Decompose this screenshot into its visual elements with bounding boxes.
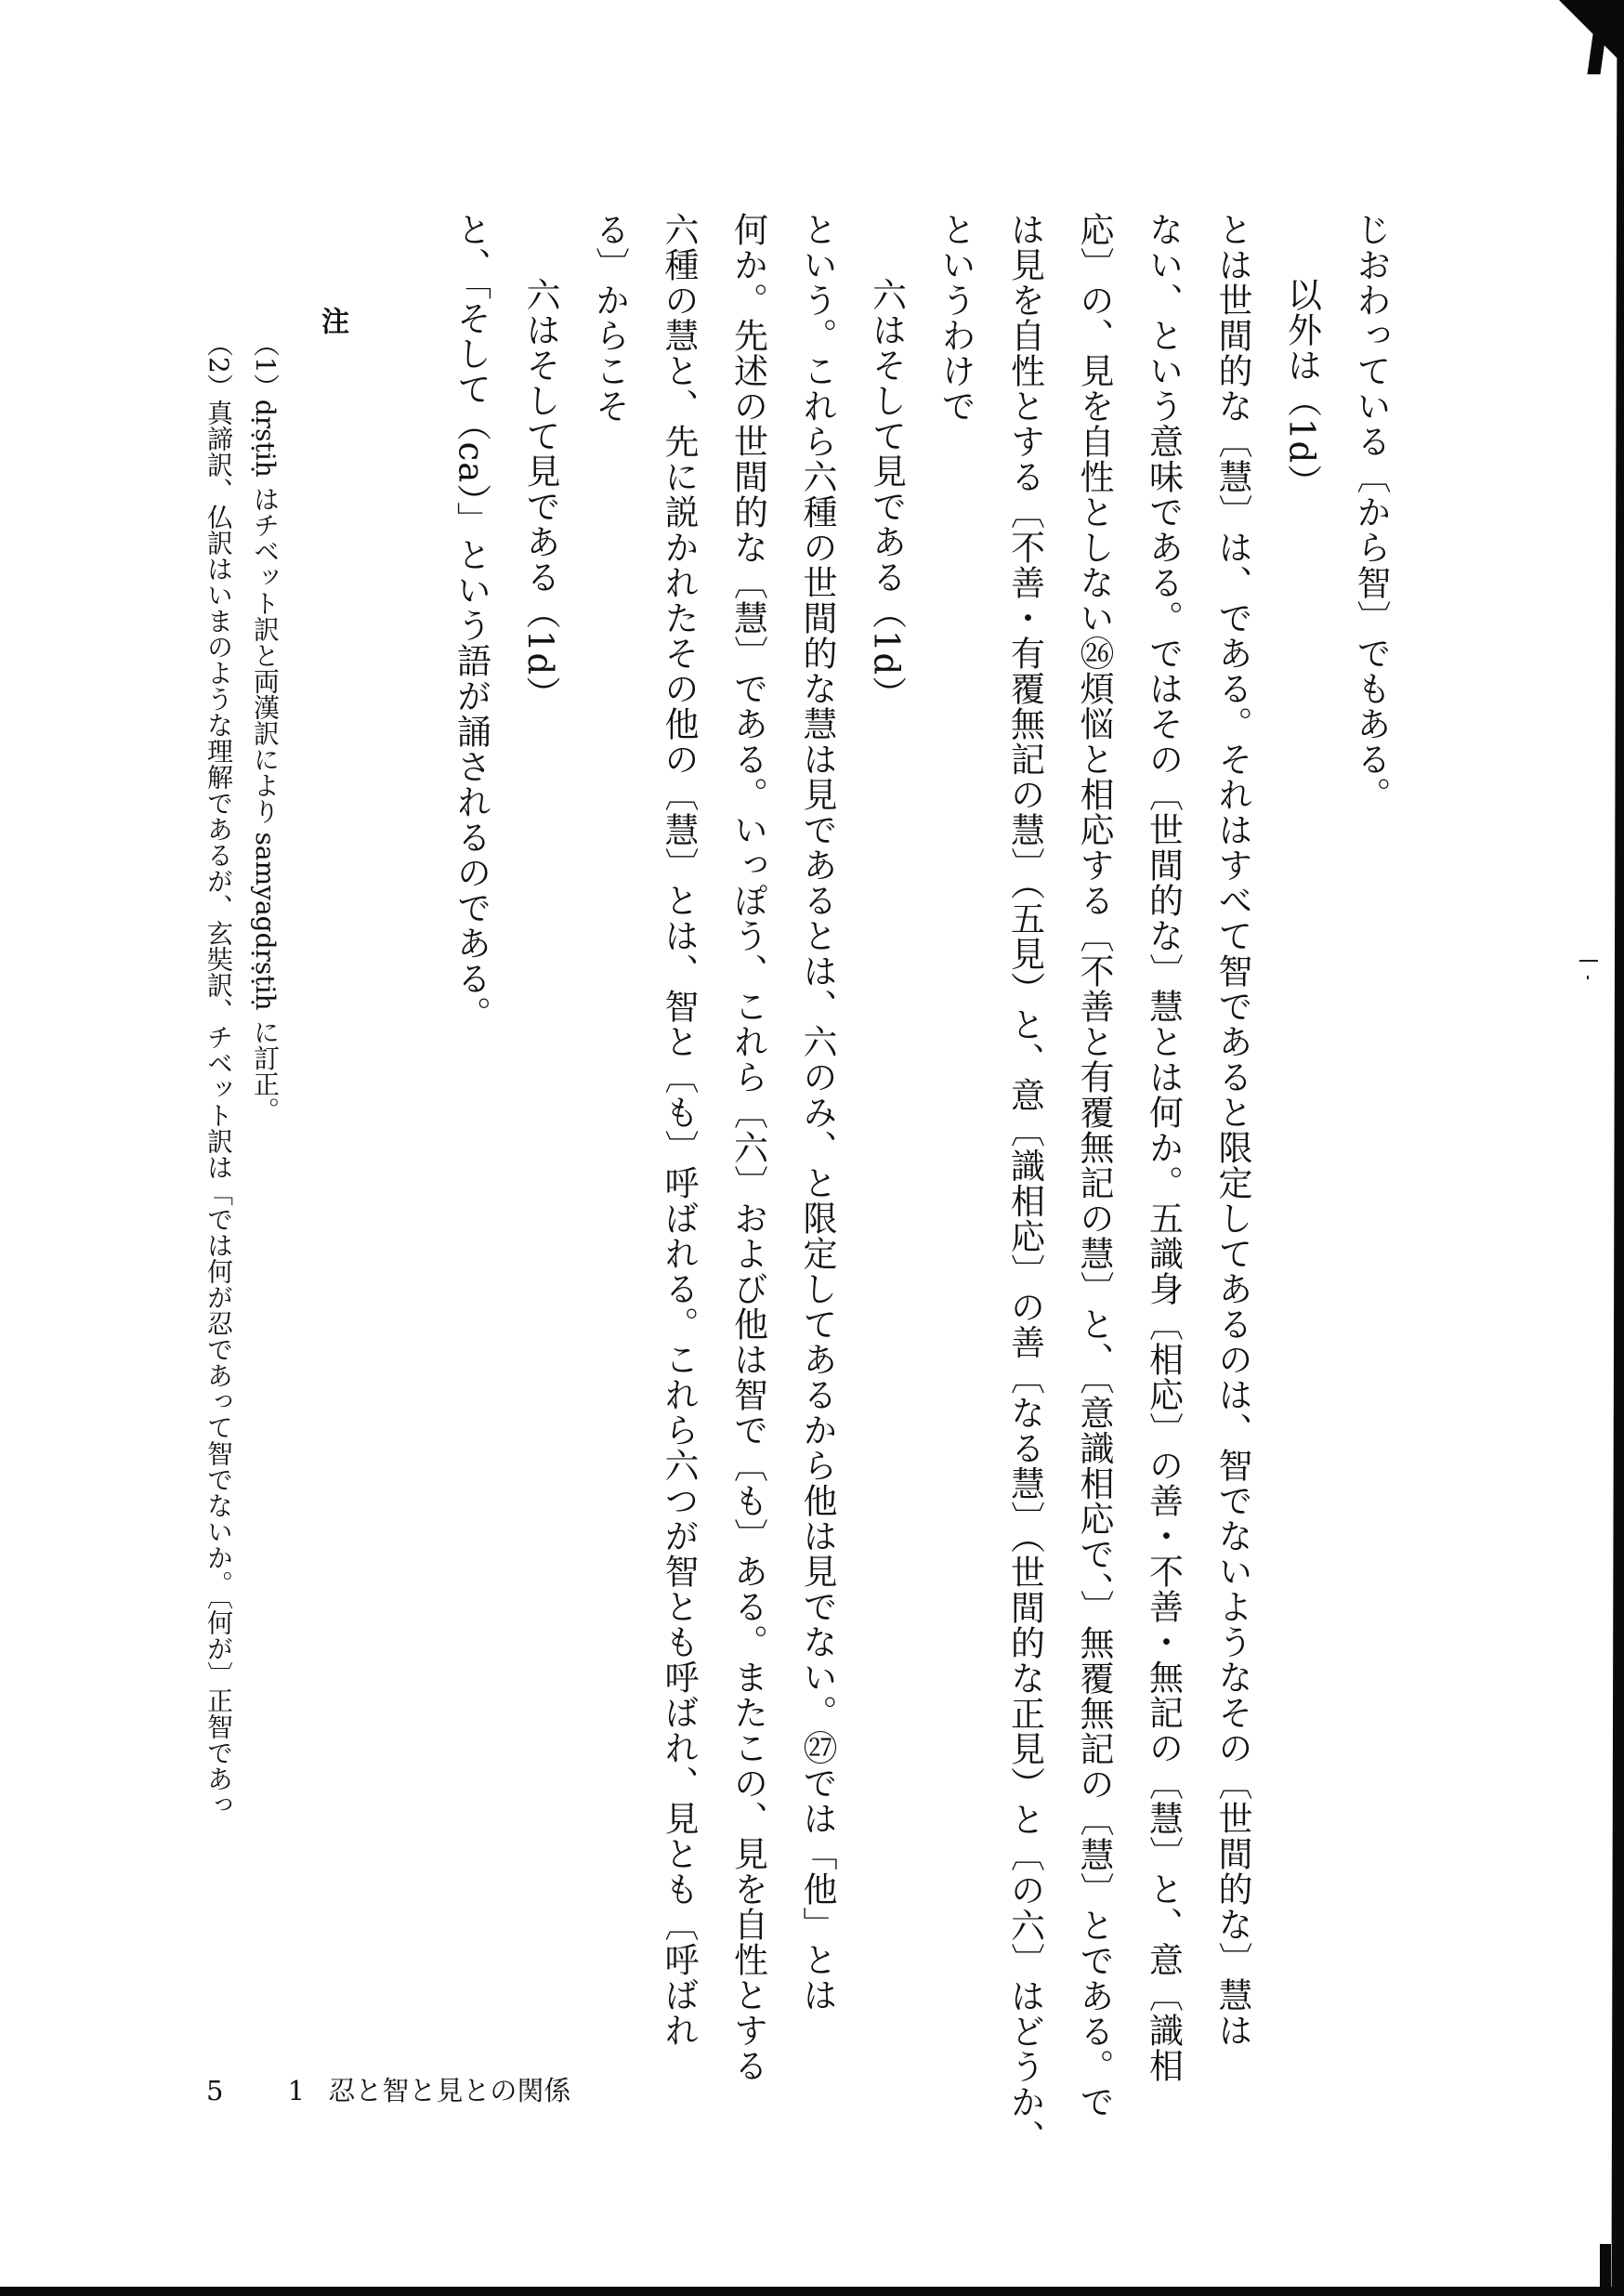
body-line: 何か。先述の世間的な〔慧〕である。いっぽう、これら〔六〕および他は智で〔も〕ある。またこの、見を自性とする [727,212,768,2083]
chapter-number: 1 [287,2075,306,2106]
body-line: という。これら六種の世間的な慧は見であるとは、六のみ、と限定してあるから他は見でない。㉗では「他」とは [797,212,837,2013]
notes-heading: 注 [316,307,348,335]
body-line: る〕からこそ [589,212,630,424]
scan-tick-mark [1579,960,1598,962]
scan-edge-bottom [0,2287,1624,2296]
body-line: じおわっている〔から智〕でもある。 [1351,212,1391,812]
body-line-verse: 六はそして見である（1d） [520,277,560,712]
note-item: （1）dṛṣṭiḥ はチベット訳と両漢訳により samyagdṛṣṭiḥ に訂正。 [250,331,281,1123]
body-line: ない、という意味である。ではその〔世間的な〕慧とは何か。五識身〔相応〕の善・不善・無記の〔慧〕と、意〔識相 [1143,212,1184,2083]
page-footer [206,2070,570,2108]
chapter-title: 忍と智と見との関係 [328,2075,571,2106]
body-line-verse: 六はそして見である（1d） [866,277,907,712]
body-line: とは世間的な〔慧〕は、である。それはすべて智であると限定してあるのは、智でないようなその〔世間的な〕慧は [1212,212,1252,2048]
scan-edge-right [1596,0,1624,2296]
body-line: と、「そして（ca）」という語が誦されるのである。 [451,212,491,1031]
body-line: 六種の慧と、先に説かれたその他の〔慧〕とは、智と〔も〕呼ばれる。これら六つが智とも呼ばれ、見とも〔呼ばれ [659,212,699,2048]
body-line: 応〕の、見を自性としない㉖煩悩と相応する〔不善と有覆無記の慧〕と、〔意識相応で、〕無覆無記の〔慧〕とである。で [1074,212,1114,2119]
page-number: 5 [206,2075,224,2106]
scan-corner-bottom-right [1600,2244,1611,2287]
body-line: は見を自性とする〔不善・有覆無記の慧〕（五見）と、意〔識相応〕の善〔なる慧〕（世間的な正見）と〔の六〕はどうか、 [1004,212,1045,2155]
notes-section [195,307,355,1961]
note-item: （2）真諦訳、仏訳はいまのような理解であるが、玄奘訳、チベット訳は「では何が忍であって智でないか。〔何が〕正智であっ [203,331,234,1817]
body-line-verse: 以外は（1d） [1281,277,1322,500]
body-line: というわけで [936,212,976,424]
scan-tick-mark-dot [1587,976,1589,979]
